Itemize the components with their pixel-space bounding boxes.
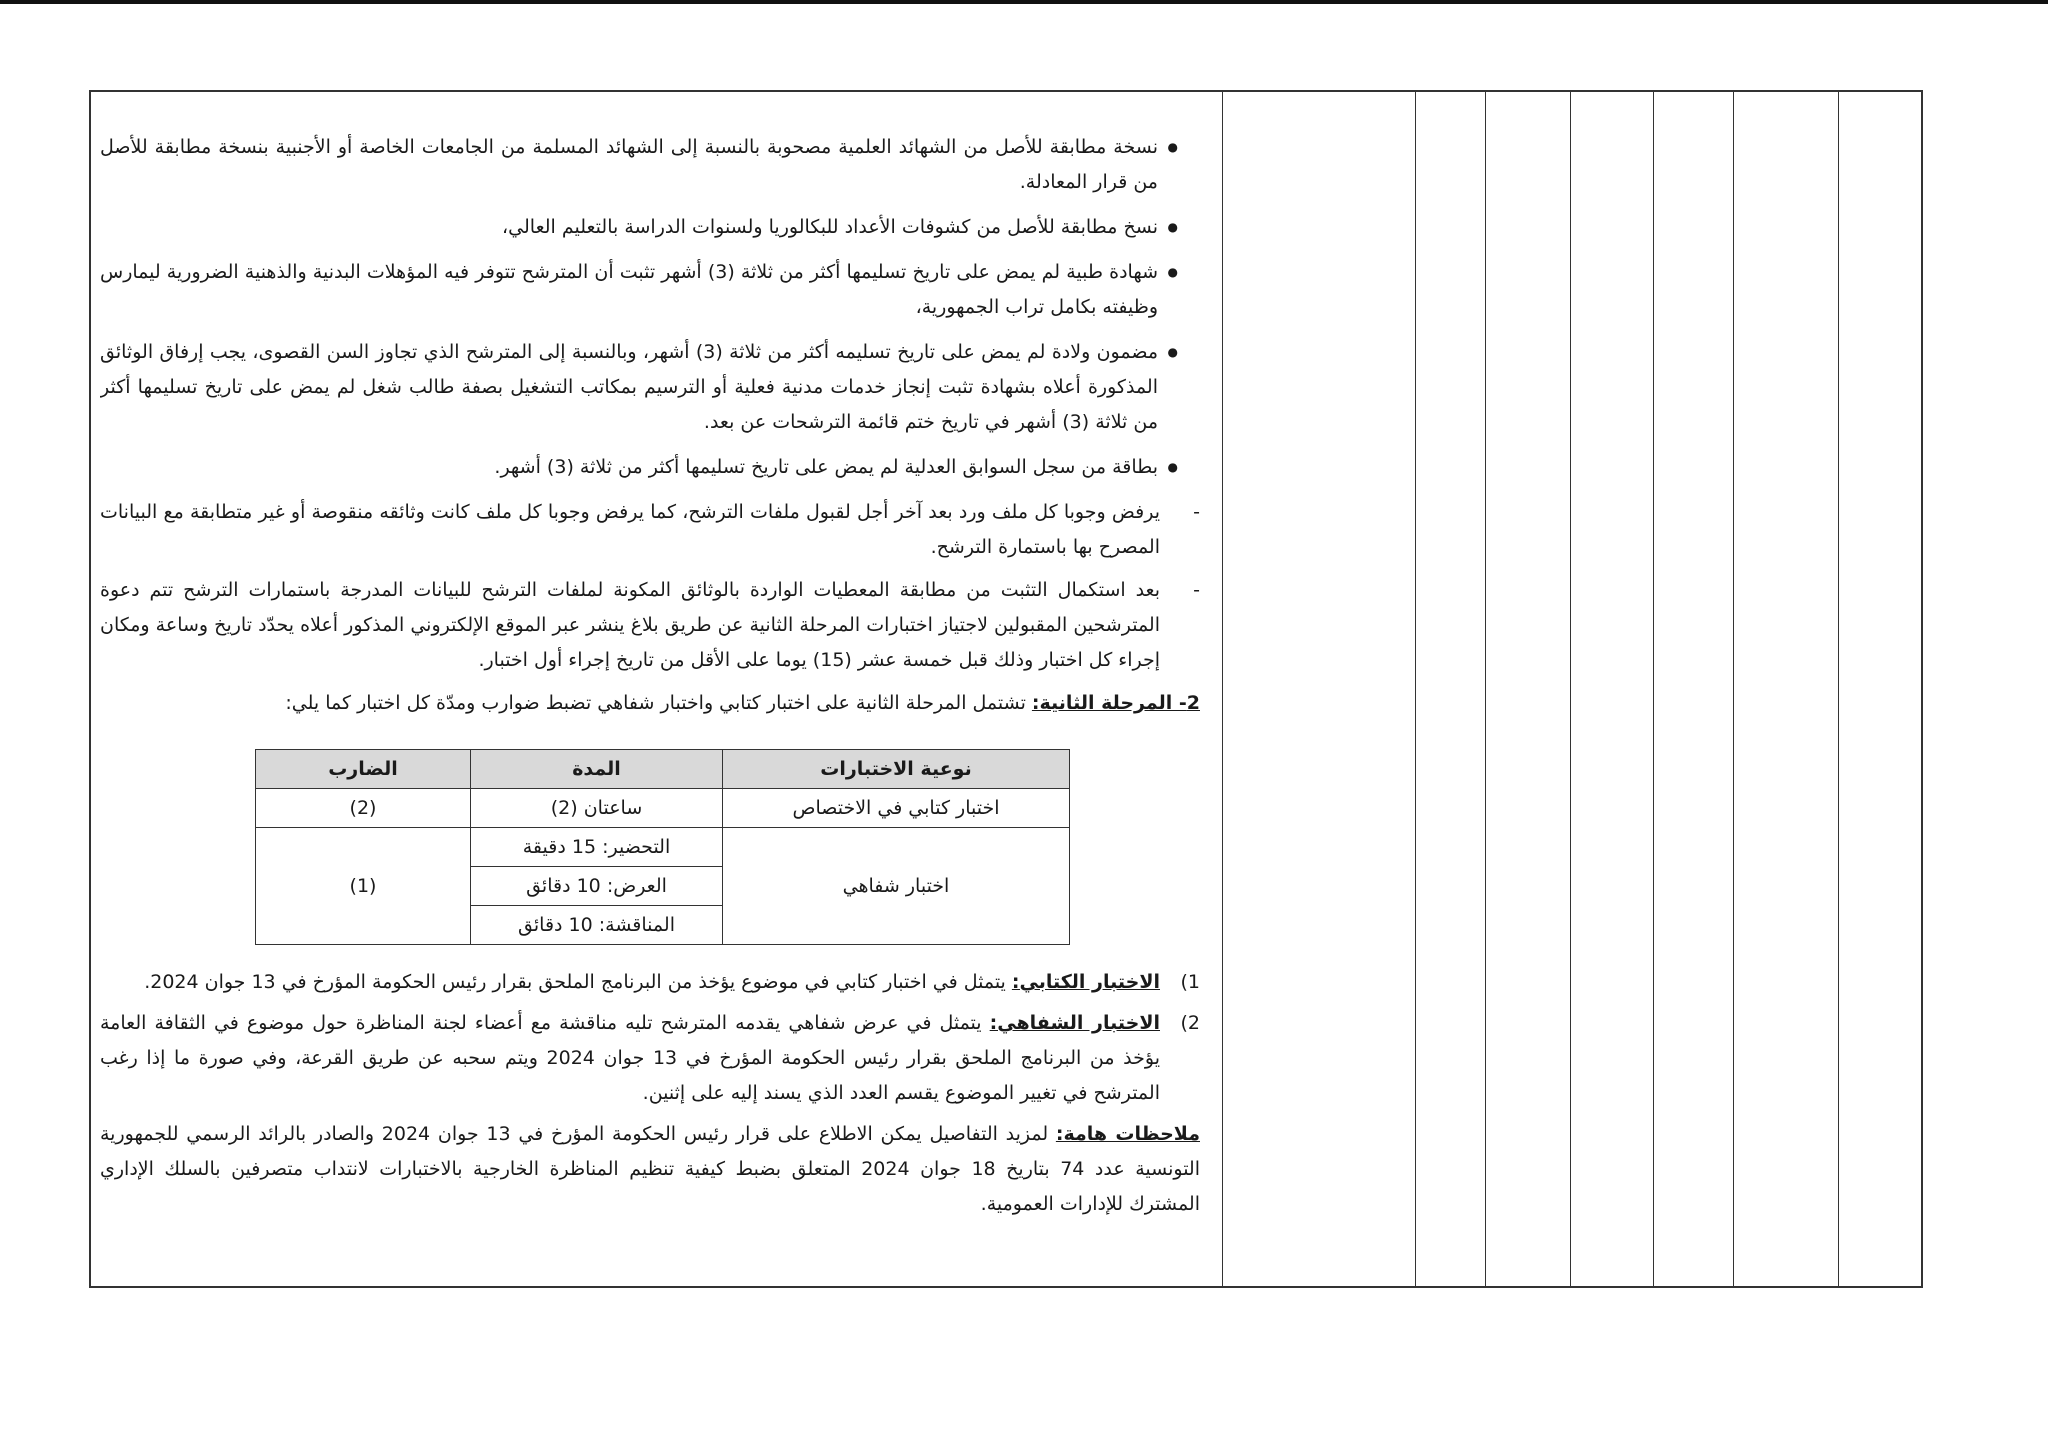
notes-paragraph: [100, 1117, 1200, 1222]
written-test-text: يتمثل في اختبار كتابي في موضوع يؤخذ من البرنامج الملحق بقرار رئيس الحكومة المؤرخ في 13 جوان 2024.: [144, 971, 1012, 993]
table-cell: ساعتان (2): [471, 789, 723, 828]
table-cell: المناقشة: 10 دقائق: [471, 906, 723, 945]
table-row: [256, 789, 1070, 828]
column-divider: [1838, 90, 1839, 1288]
oral-test-text: يتمثل في عرض شفاهي يقدمه المترشح تليه مناقشة مع أعضاء لجنة المناظرة حول موضوع في الثقافة العامة يؤخذ من البرنامج الملحق بقرار رئيس الحكومة المؤرخ في 13 جوان 2024 ويتم سحبه عن طريق القرعة، وفي صورة ما إذا رغب المترشح في تغيير الموضوع يقسم العدد الذي يسند إليه على إثنين.: [100, 1012, 1161, 1104]
item-number: 2): [1180, 1012, 1200, 1034]
table-cell: اختبار شفاهي: [723, 828, 1070, 945]
bullet-item: ● شهادة طبية لم يمض على تاريخ تسليمها أكثر من ثلاثة (3) أشهر تثبت أن المترشح تتوفر فيه المؤهلات البدنية والذهنية الضرورية ليمارس وظيفته بكامل تراب الجمهورية،: [100, 255, 1188, 325]
oral-test-title: الاختبار الشفاهي:: [989, 1012, 1160, 1034]
table-cell: التحضير: 15 دقيقة: [471, 828, 723, 867]
bullet-item: ● بطاقة من سجل السوابق العدلية لم يمض على تاريخ تسليمها أكثر من ثلاثة (3) أشهر.: [100, 450, 1188, 485]
dash-paragraph: - يرفض وجوبا كل ملف ورد بعد آخر أجل لقبول ملفات الترشح، كما يرفض وجوبا كل ملف كانت وثائقه منقوصة أو غير متطابقة مع البيانات المصرح بها باستمارة الترشح.: [100, 495, 1200, 565]
bullet-item: ● مضمون ولادة لم يمض على تاريخ تسليمه أكثر من ثلاثة (3) أشهر، وبالنسبة إلى المترشح الذي تجاوز السن القصوى، يجب إرفاق الوثائق المذكورة أعلاه بشهادة تثبت إنجاز خدمات مدنية فعلية أو الترسيم بمكاتب التشغيل بصفة طالب شغل لم يمض على تاريخ تسليمها أكثر من ثلاثة (3) أشهر في تاريخ ختم قائمة الترشحات عن بعد.: [100, 335, 1188, 440]
table-cell: اختبار كتابي في الاختصاص: [723, 789, 1070, 828]
table-header: الضارب: [256, 750, 471, 789]
table-cell: (1): [256, 828, 471, 945]
dash-paragraph: - بعد استكمال التثبت من مطابقة المعطيات الواردة بالوثائق المكونة لملفات الترشح للبيانات المدرجة باستمارات الترشح تتم دعوة المترشحين المقبولين لاجتياز اختبارات المرحلة الثانية عن طريق بلاغ ينشر عبر الموقع الإلكتروني المذكور أعلاه يحدّد تاريخ وساعة ومكان إجراء كل اختبار وذلك قبل خمسة عشر (15) يوما على الأقل من تاريخ إجراء أول اختبار.: [100, 573, 1200, 678]
phase2-text: تشتمل المرحلة الثانية على اختبار كتابي واختبار شفاهي تضبط ضوارب ومدّة كل اختبار كما يلي:: [285, 692, 1032, 714]
bullet-item: ● نسخة مطابقة للأصل من الشهائد العلمية مصحوبة بالنسبة إلى الشهائد المسلمة من الجامعات الخاصة أو الأجنبية بنسخة مطابقة للأصل من قرار المعادلة.: [100, 130, 1188, 200]
bullet-item: ● نسخ مطابقة للأصل من كشوفات الأعداد للبكالوريا ولسنوات الدراسة بالتعليم العالي،: [100, 210, 1188, 245]
written-test-title: الاختبار الكتابي:: [1011, 971, 1160, 993]
table-row: [256, 828, 1070, 867]
notes-text: لمزيد التفاصيل يمكن الاطلاع على قرار رئيس الحكومة المؤرخ في 13 جوان 2024 والصادر بالرائد الرسمي للجمهورية التونسية عدد 74 بتاريخ 18 جوان 2024 المتعلق بضبط كيفية تنظيم المناظرة الخارجية بالاختبارات لانتداب متصرفين بالسلك الإداري المشترك للإدارات العمومية.: [100, 1123, 1200, 1215]
column-divider: [1653, 90, 1654, 1288]
column-divider: [1570, 90, 1571, 1288]
item-number: 1): [1180, 971, 1200, 993]
tests-table: [255, 749, 1070, 945]
column-divider: [1415, 90, 1416, 1288]
table-cell: (2): [256, 789, 471, 828]
oral-test-paragraph: [100, 1006, 1200, 1111]
written-test-paragraph: [100, 965, 1200, 1000]
table-header: نوعية الاختبارات: [723, 750, 1070, 789]
table-header-row: [256, 750, 1070, 789]
column-divider: [1733, 90, 1734, 1288]
top-scan-border: [0, 0, 2048, 4]
column-divider: [1222, 90, 1223, 1288]
column-divider: [1485, 90, 1486, 1288]
phase2-title: 2- المرحلة الثانية:: [1031, 692, 1200, 714]
main-text-cell: [100, 130, 1200, 1260]
notes-title: ملاحظات هامة:: [1055, 1123, 1200, 1145]
table-header: المدة: [471, 750, 723, 789]
table-cell: العرض: 10 دقائق: [471, 867, 723, 906]
phase2-paragraph: [100, 686, 1200, 721]
